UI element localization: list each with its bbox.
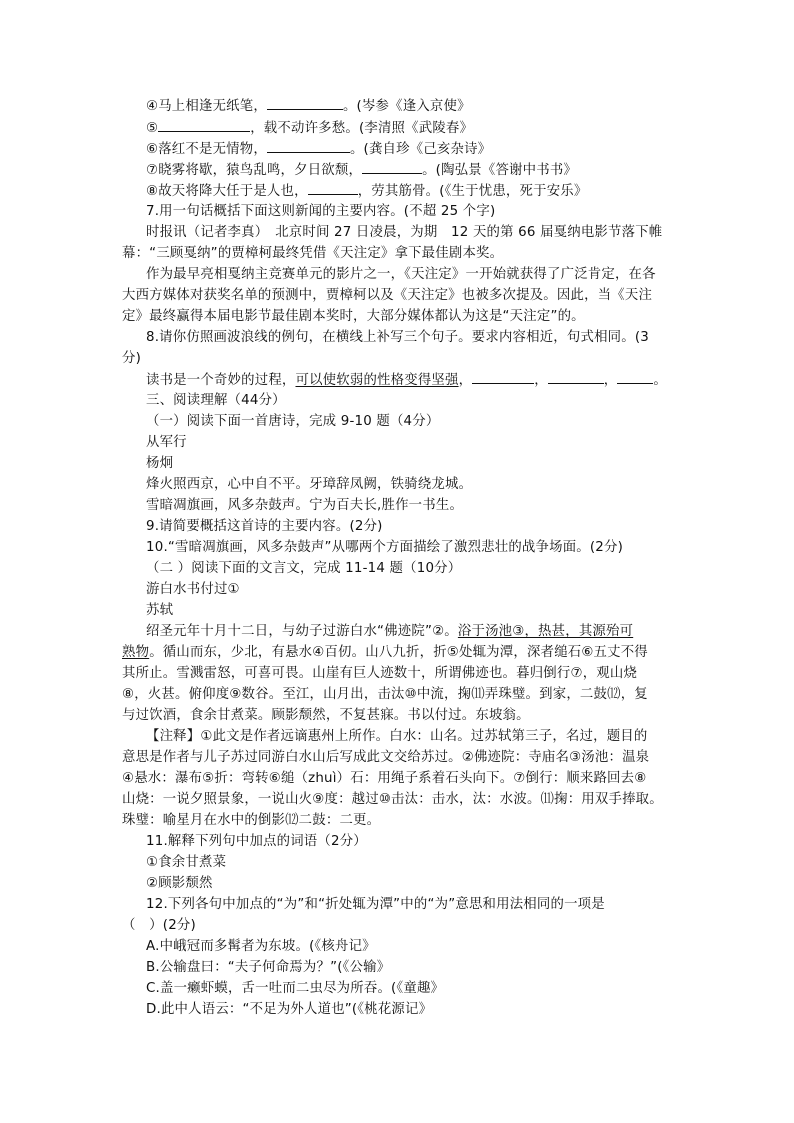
answer-blank[interactable] — [472, 370, 534, 384]
question-8: 8.请你仿照画波浪线的例句，在横线上补写三个句子。要求内容相近，句式相同。(3 — [146, 330, 649, 345]
notes-line-1: 【注释】①此文是作者远谪惠州上所作。白水：山名。过苏轼第三子，名过，题目的 — [146, 729, 648, 744]
poem-fill-line-8: ⑧故天将降大任于是人也， ，劳其筋骨。(《生于忧患，死于安乐》 — [146, 181, 587, 202]
underlined-phrase: 熟物 — [122, 645, 150, 660]
classical-title: 游白水书付过① — [146, 582, 240, 597]
wavy-example: 可以使软弱的性格变得坚强 — [295, 373, 459, 388]
notes-line-4: 山烧：一说夕照景象，一说山火⑨度：越过⑩击汰：击水，汰：水波。⑾掬：用双手捧取。 — [122, 792, 663, 807]
underlined-phrase: 浴于汤池③，热甚，其源殆可 — [457, 624, 634, 639]
option-c[interactable]: C.盖一癞虾蟆，舌一吐而二虫尽为所吞。(《童趣》 — [146, 981, 445, 996]
question-9: 9.请简要概括这首诗的主要内容。(2分) — [146, 519, 383, 534]
poem-author: 杨炯 — [146, 456, 174, 471]
classical-author: 苏轼 — [146, 603, 174, 618]
part-1-heading: （一）阅读下面一首唐诗，完成 9-10 题（4分） — [146, 414, 440, 429]
poem-fill-line-7: ⑦晓雾将歇，猿鸟乱鸣，夕日欲颓， 。(陶弘景《答谢中书书》 — [146, 160, 577, 181]
notes-line-2: 意思是作者与儿子苏过同游白水山后写成此文交给苏过。②佛迹院：寺庙名③汤池：温泉 — [122, 750, 650, 765]
question-11-item-1: ①食余甘煮菜 — [146, 855, 227, 870]
poem-line-2: 雪暗凋旗画，风多杂鼓声。宁为百夫长,胜作一书生。 — [146, 498, 464, 513]
news-paragraph-2-cont: 大西方媒体对获奖名单的预测中，贾樟柯以及《天注定》也被多次提及。因此，当《天注 — [122, 288, 653, 303]
news-paragraph-2: 作为最早亮相戛纳主竞赛单元的影片之一，《天注定》一开始就获得了广泛肯定，在各 — [146, 267, 656, 282]
question-12: 12.下列各句中加点的“为”和“折处辄为潭”中的“为”意思和用法相同的一项是 — [146, 897, 605, 912]
news-paragraph-1: 时报讯（记者李真） 北京时间 27 日凌晨，为期 12 天的第 66 届戛纳电影节落下帷 — [146, 225, 663, 240]
answer-blank[interactable] — [548, 370, 604, 384]
classical-text-line-4: ⑧，火甚。俯仰度⑨数谷。至江，山月出，击汰⑩中流，掬⑾弄珠璧。到家，二鼓⑿，复 — [122, 687, 648, 702]
answer-blank[interactable] — [617, 370, 653, 384]
answer-blank[interactable] — [158, 118, 250, 132]
notes-line-5: 珠璧：喻星月在水中的倒影⑿二鼓：二更。 — [122, 813, 381, 828]
classical-text-line-3: 其所止。雪溅雷怒，可喜可畏。山崖有巨人迹数十，所谓佛迹也。暮归倒行⑦，观山烧 — [122, 666, 638, 681]
imitation-sentence: 读书是一个奇妙的过程，可以使软弱的性格变得坚强， ， ， 。 — [146, 370, 667, 391]
part-2-heading: （二 ）阅读下面的文言文，完成 11-14 题（10分） — [146, 561, 462, 576]
question-11-item-2: ②顾影颓然 — [146, 876, 213, 891]
poem-fill-line-4: ④马上相逢无纸笔， 。(岑参《逢入京使》 — [146, 96, 471, 117]
poem-title: 从军行 — [146, 435, 187, 450]
question-10: 10.“雪暗凋旗画，风多杂鼓声”从哪两个方面描绘了激烈悲壮的战争场面。(2分) — [146, 540, 624, 555]
classical-text-line-5: 与过饮酒，食余甘煮菜。顾影颓然，不复甚寐。书以付过。东坡翁。 — [122, 708, 530, 723]
news-paragraph-1-cont: 幕：“三顾戛纳”的贾樟柯最终凭借《天注定》拿下最佳剧本奖。 — [122, 246, 504, 261]
option-a[interactable]: A.中峨冠而多髯者为东坡。(《核舟记》 — [146, 939, 376, 954]
notes-line-3: ④悬水：瀑布⑤折：弯转⑥缒（zhuì）石：用绳子系着石头向下。⑦倒行：顺来路回去⑧ — [122, 771, 647, 786]
question-12-cont: （ ）(2分) — [122, 918, 196, 933]
answer-blank[interactable] — [308, 181, 358, 195]
question-8-cont: 分) — [122, 351, 142, 366]
answer-blank[interactable] — [362, 160, 422, 174]
poem-fill-line-6: ⑥落红不是无情物， 。(龚自珍《己亥杂诗》 — [146, 139, 491, 160]
question-11: 11.解释下列句中加点的词语（2分） — [146, 834, 367, 849]
option-b[interactable]: B.公输盘曰：“夫子何命焉为？”(《公输》 — [146, 960, 391, 975]
section-3-heading: 三、阅读理解（44分） — [146, 393, 286, 408]
answer-blank[interactable] — [267, 139, 350, 153]
question-7: 7.用一句话概括下面这则新闻的主要内容。(不超 25 个字) — [146, 204, 496, 219]
option-d[interactable]: D.此中人语云：“不足为外人道也”(《桃花源记》 — [146, 1002, 433, 1017]
classical-text-line-2: 熟物。循山而东，少北，有悬水④百仞。山八九折，折⑤处辄为潭，深者缒石⑥五丈不得 — [122, 645, 648, 660]
answer-blank[interactable] — [267, 96, 343, 110]
classical-text-line-1: 绍圣元年十月十二日，与幼子过游白水“佛迹院”②。浴于汤池③，热甚，其源殆可 — [146, 624, 634, 639]
poem-fill-line-5: ⑤ ，载不动许多愁。(李清照《武陵春》 — [146, 118, 473, 139]
poem-line-1: 烽火照西京，心中自不平。牙璋辞凤阙，铁骑绕龙城。 — [146, 477, 473, 492]
news-paragraph-2-cont2: 定》最终赢得本届电影节最佳剧本奖时，大部分媒体都认为这是“天注定”的。 — [122, 309, 585, 324]
